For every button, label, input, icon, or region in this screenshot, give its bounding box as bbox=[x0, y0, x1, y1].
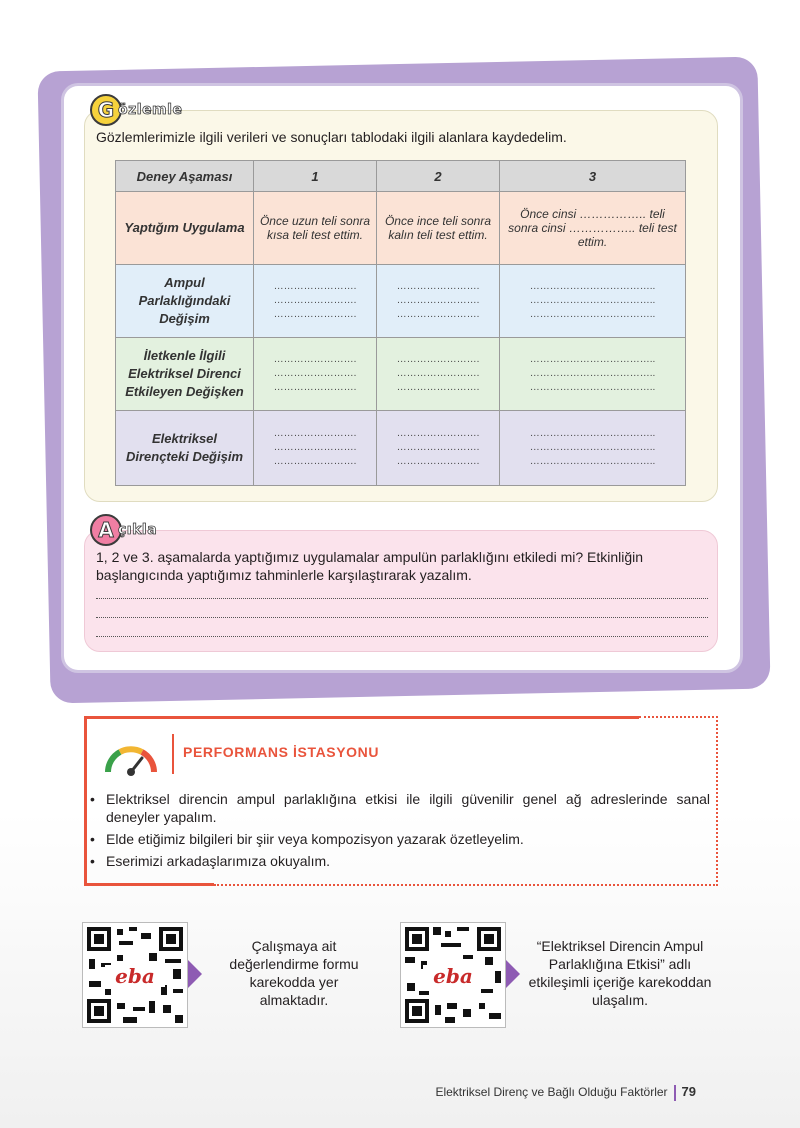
dot-line: ……………………. bbox=[273, 456, 357, 467]
dot-line: ……………………………….. bbox=[529, 295, 656, 306]
dot-line: ……………………. bbox=[396, 442, 480, 453]
explain-badge bbox=[90, 514, 157, 546]
dot-line: ……………………………….. bbox=[529, 428, 656, 439]
answer-cell[interactable] bbox=[254, 265, 377, 338]
row-label: Elektriksel Dirençteki Değişim bbox=[116, 411, 254, 486]
row-label: Ampul Parlaklığındaki Değişim bbox=[116, 265, 254, 338]
bullet: • bbox=[90, 831, 95, 847]
table-row bbox=[116, 411, 686, 486]
row-label: Yaptığım Uygulama bbox=[116, 192, 254, 265]
table-header: 2 bbox=[377, 161, 500, 192]
answer-line[interactable] bbox=[96, 626, 708, 637]
answer-cell[interactable] bbox=[254, 411, 377, 486]
dot-line: ……………………. bbox=[396, 295, 480, 306]
dot-line: ……………………………….. bbox=[529, 309, 656, 320]
qr-caption: “Elektriksel Direncin Ampul Parlaklığına Etkisi” adlı etkileşimli içeriğe karekoddan ulaşalım. bbox=[528, 938, 712, 1008]
dot-line: ……………………. bbox=[273, 382, 357, 393]
table-row bbox=[116, 192, 686, 265]
answer-line[interactable] bbox=[96, 607, 708, 618]
dot-line: ……………………. bbox=[396, 281, 480, 292]
dot-line: ……………………. bbox=[273, 309, 357, 320]
table-row bbox=[116, 265, 686, 338]
pointer-arrow-icon bbox=[506, 960, 520, 988]
dot-line: ……………………………….. bbox=[529, 354, 656, 365]
answer-cell[interactable] bbox=[500, 338, 686, 411]
qr-code-icon bbox=[401, 923, 505, 1027]
svg-text:eba: eba bbox=[433, 964, 473, 988]
dot-line: ……………………. bbox=[396, 309, 480, 320]
svg-text:eba: eba bbox=[115, 964, 155, 988]
dot-line: ……………………. bbox=[273, 442, 357, 453]
answer-cell[interactable] bbox=[500, 265, 686, 338]
answer-cell[interactable] bbox=[500, 411, 686, 486]
dot-line: ……………………. bbox=[273, 368, 357, 379]
badge-letter: G bbox=[90, 94, 122, 126]
dot-line: ……………………………….. bbox=[529, 456, 656, 467]
table-row bbox=[116, 338, 686, 411]
qr-code[interactable] bbox=[400, 922, 506, 1028]
badge-word: özlemle bbox=[118, 102, 183, 118]
answer-cell[interactable] bbox=[377, 338, 500, 411]
badge-word: çıkla bbox=[118, 522, 158, 538]
dot-line: ……………………………….. bbox=[529, 281, 656, 292]
table-cell: Önce ince teli sonra kalın teli test ettim. bbox=[377, 192, 500, 265]
table-header: 1 bbox=[254, 161, 377, 192]
dot-line: ……………………………….. bbox=[529, 382, 656, 393]
dot-line: ……………………. bbox=[273, 354, 357, 365]
row-label: İletkenle İlgili Elektriksel Direnci Etkileyen Değişken bbox=[116, 338, 254, 411]
performance-list bbox=[90, 790, 710, 874]
dot-line: ……………………. bbox=[396, 428, 480, 439]
table-cell: Önce cinsi …………….. teli sonra cinsi …………….. teli test ettim. bbox=[500, 192, 686, 265]
table-header: 3 bbox=[500, 161, 686, 192]
bullet: • bbox=[90, 791, 95, 807]
performance-title: PERFORMANS İSTASYONU bbox=[183, 744, 380, 760]
badge-letter: A bbox=[90, 514, 122, 546]
answer-cell[interactable] bbox=[377, 411, 500, 486]
dot-line: ……………………. bbox=[396, 382, 480, 393]
list-item: • Elektriksel direncin ampul parlaklığına etkisi ile ilgili güvenilir genel ağ adreslerinde sanal deneyler yapalım. bbox=[90, 791, 710, 825]
answer-line[interactable] bbox=[96, 588, 708, 599]
answer-cell[interactable] bbox=[254, 338, 377, 411]
pointer-arrow-icon bbox=[188, 960, 202, 988]
page-footer bbox=[435, 1084, 696, 1101]
observation-badge bbox=[90, 94, 182, 126]
answer-cell[interactable] bbox=[377, 265, 500, 338]
dot-line: ……………………………….. bbox=[529, 442, 656, 453]
page-number: 79 bbox=[681, 1084, 696, 1099]
observation-intro: Gözlemlerimizle ilgili verileri ve sonuçları tablodaki ilgili alanlara kaydedelim. bbox=[96, 129, 567, 145]
dot-line: ……………………. bbox=[273, 428, 357, 439]
speedometer-icon bbox=[102, 736, 160, 776]
observation-table bbox=[115, 160, 686, 486]
dot-line: ……………………. bbox=[396, 368, 480, 379]
dot-line: ……………………. bbox=[396, 456, 480, 467]
qr-caption: Çalışmaya ait değerlendirme formu karekodda yer almaktadır. bbox=[229, 938, 359, 1008]
qr-code[interactable] bbox=[82, 922, 188, 1028]
title-divider bbox=[172, 734, 174, 774]
bullet: • bbox=[90, 853, 95, 869]
explain-question: 1, 2 ve 3. aşamalarda yaptığımız uygulamalar ampulün parlaklığını etkiledi mi? Etkinliğin başlangıcında yaptığımız tahminlerle karşılaştırarak yazalım. bbox=[96, 549, 644, 583]
dot-line: ……………………………….. bbox=[529, 368, 656, 379]
table-cell: Önce uzun teli sonra kısa teli test ettim. bbox=[254, 192, 377, 265]
table-header-row bbox=[116, 161, 686, 192]
list-item: • Eserimizi arkadaşlarımıza okuyalım. bbox=[90, 853, 331, 869]
dot-line: ……………………. bbox=[396, 354, 480, 365]
dot-line: ……………………. bbox=[273, 281, 357, 292]
qr-code-icon bbox=[83, 923, 187, 1027]
table-header: Deney Aşaması bbox=[116, 161, 254, 192]
list-item: • Elde etiğimiz bilgileri bir şiir veya kompozisyon yazarak özetleyelim. bbox=[90, 831, 524, 847]
footer-title: Elektriksel Direnç ve Bağlı Olduğu Faktörler bbox=[435, 1085, 668, 1099]
dot-line: ……………………. bbox=[273, 295, 357, 306]
